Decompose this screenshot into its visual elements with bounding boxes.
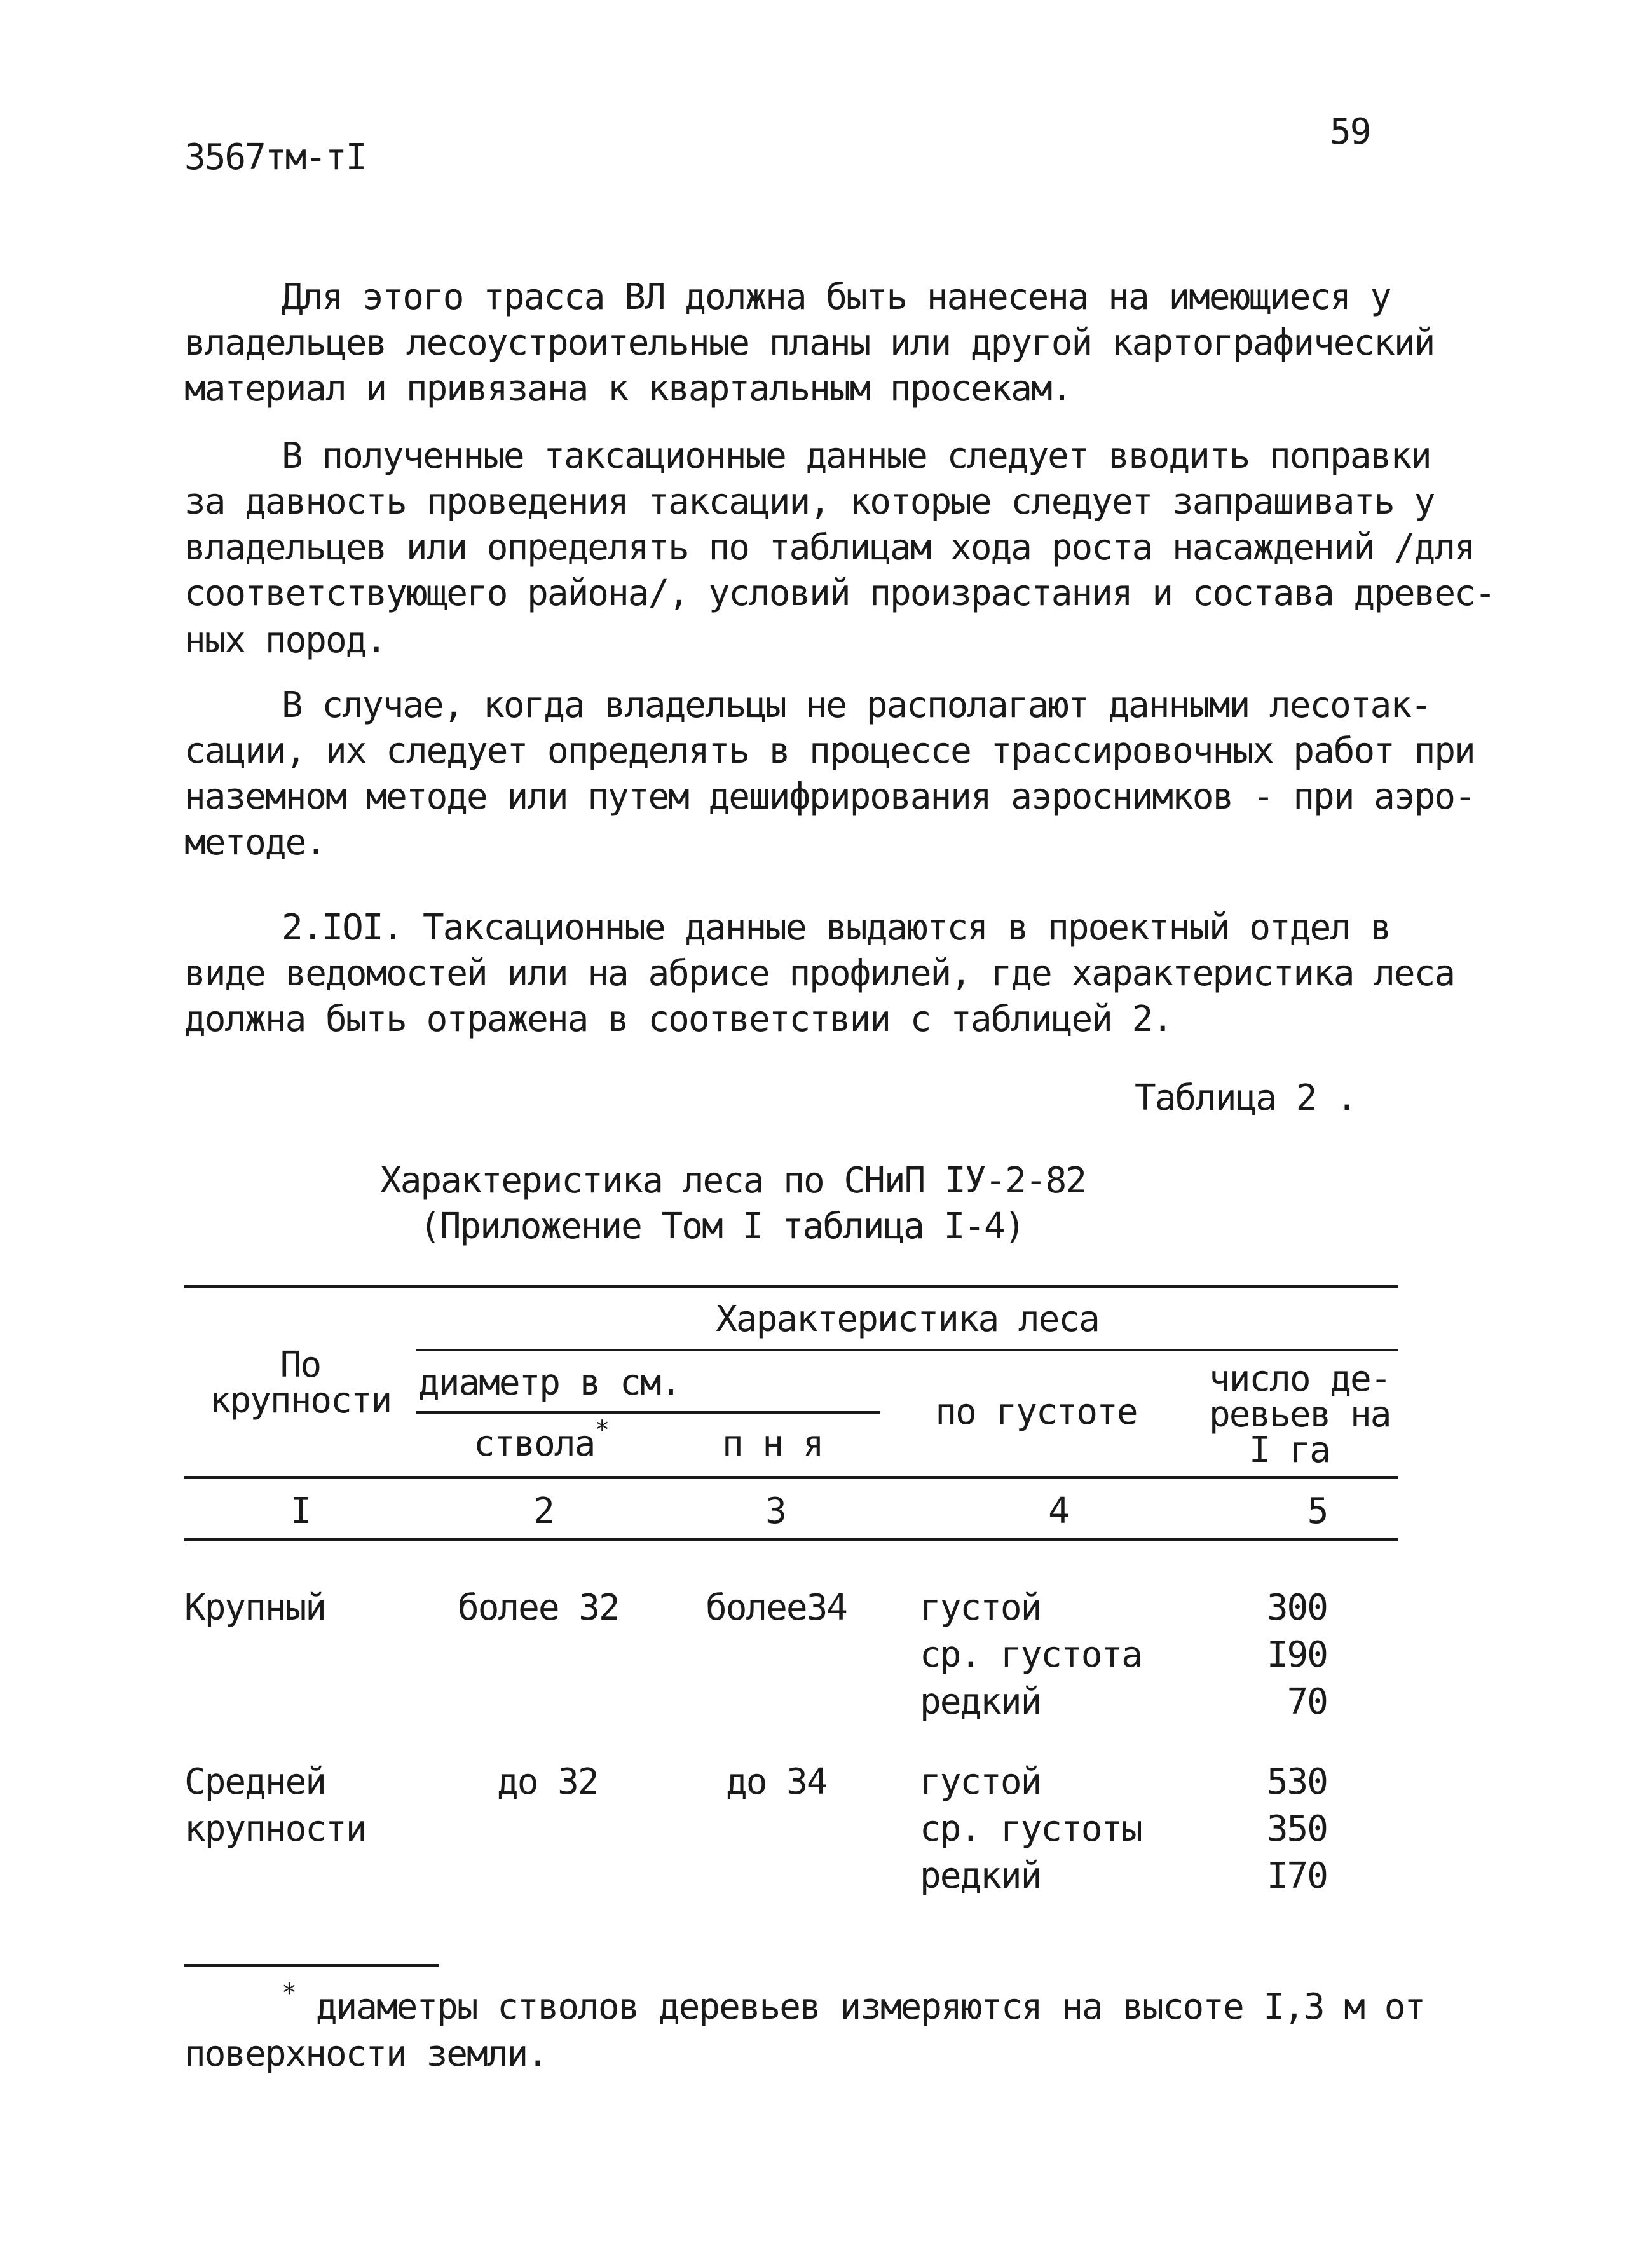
header-density: по густоте — [935, 1391, 1137, 1433]
header-diameter: диаметр в см. — [418, 1362, 681, 1403]
row-stump-diameter: более34 — [706, 1587, 847, 1628]
row-tree-count: I70 — [1266, 1855, 1327, 1897]
header-rule-diameter — [416, 1411, 880, 1414]
numbers-bottom-rule — [184, 1538, 1398, 1541]
header-stump: п н я — [722, 1423, 823, 1464]
row-size: крупности — [184, 1808, 366, 1850]
row-trunk-diameter: более 32 — [458, 1587, 619, 1628]
paragraph-line: виде ведомостей или на абрисе профилей, где характеристика леса — [184, 953, 1455, 994]
header-trees-count-line-3: I га — [1249, 1430, 1330, 1471]
footnote-line-1 — [282, 1979, 1425, 2028]
header-rule-char — [416, 1349, 1398, 1351]
paragraph-line: материал и привязана к квартальным просекам. — [184, 368, 1072, 409]
paragraph-line: ных пород. — [184, 620, 386, 661]
paragraph-line: В случае, когда владельцы не располагают данными лесотак- — [282, 685, 1431, 726]
paragraph-line: соответствующего района/, условий произрастания и состава древес- — [184, 573, 1495, 614]
column-number-1: I — [290, 1491, 311, 1532]
footnote-text: диаметры стволов деревьев измеряются на высоте I,3 м от — [315, 1986, 1425, 2028]
asterisk-icon: * — [282, 1979, 296, 2008]
paragraph-line: владельцев лесоустроительные планы или другой картографический — [184, 322, 1435, 364]
table-top-rule — [184, 1285, 1398, 1288]
header-trees-count-line-2: ревьев на — [1209, 1394, 1391, 1435]
header-trunk-label: ствола — [474, 1423, 595, 1464]
row-density: густой — [920, 1761, 1041, 1803]
paragraph-line: В полученные таксационные данные следует вводить поправки — [282, 435, 1431, 477]
header-by-size-line-1: По — [280, 1344, 321, 1386]
row-size: Средней — [184, 1761, 326, 1803]
paragraph-line: сации, их следует определять в процессе трассировочных работ при — [184, 730, 1475, 772]
paragraph-line: методе. — [184, 822, 326, 863]
row-tree-count: I90 — [1266, 1634, 1327, 1675]
row-density: редкий — [920, 1681, 1041, 1723]
column-number-5: 5 — [1307, 1491, 1328, 1532]
footnote-separator — [184, 1964, 439, 1967]
paragraph-line: владельцев или определять по таблицам хода роста насаждений /для — [184, 527, 1475, 568]
table-caption-line-1: Характеристика леса по СНиП IУ-2-82 — [380, 1160, 1086, 1201]
row-density: редкий — [920, 1855, 1041, 1897]
paragraph-line: должна быть отражена в соответствии с таблицей 2. — [184, 999, 1173, 1040]
header-trees-count-line-1: число де- — [1209, 1358, 1391, 1400]
paragraph-line: Для этого трасса ВЛ должна быть нанесена на имеющиеся у — [282, 276, 1391, 318]
asterisk-icon: * — [594, 1416, 609, 1445]
table-label: Таблица 2 . — [1135, 1077, 1356, 1119]
header-forest-characteristics: Характеристика леса — [716, 1299, 1099, 1340]
column-number-2: 2 — [533, 1491, 554, 1532]
header-by-size-line-2: крупности — [209, 1380, 392, 1421]
table-caption-line-2: (Приложение Том I таблица I-4) — [420, 1206, 1025, 1247]
paragraph-line: за давность проведения таксации, которые следует запрашивать у — [184, 481, 1435, 522]
row-tree-count: 70 — [1287, 1681, 1327, 1723]
row-tree-count: 530 — [1266, 1761, 1327, 1803]
paragraph-line: 2.IOI. Таксационные данные выдаются в проектный отдел в — [282, 907, 1391, 948]
row-trunk-diameter: до 32 — [497, 1761, 598, 1803]
header-trunk — [474, 1416, 609, 1464]
row-stump-diameter: до 34 — [726, 1761, 827, 1803]
column-number-3: 3 — [765, 1491, 786, 1532]
header-bottom-rule — [184, 1476, 1398, 1479]
row-tree-count: 350 — [1266, 1808, 1327, 1850]
page-number: 59 — [1330, 111, 1370, 153]
row-tree-count: 300 — [1266, 1587, 1327, 1628]
column-number-4: 4 — [1048, 1491, 1068, 1532]
footnote-line-2: поверхности земли. — [184, 2033, 547, 2075]
row-density: ср. густота — [920, 1634, 1142, 1675]
paragraph-line: наземном методе или путем дешифрирования аэроснимков - при аэро- — [184, 776, 1475, 817]
row-size: Крупный — [184, 1587, 326, 1628]
document-code: 3567тм-тI — [184, 137, 366, 178]
row-density: густой — [920, 1587, 1041, 1628]
row-density: ср. густоты — [920, 1808, 1142, 1850]
